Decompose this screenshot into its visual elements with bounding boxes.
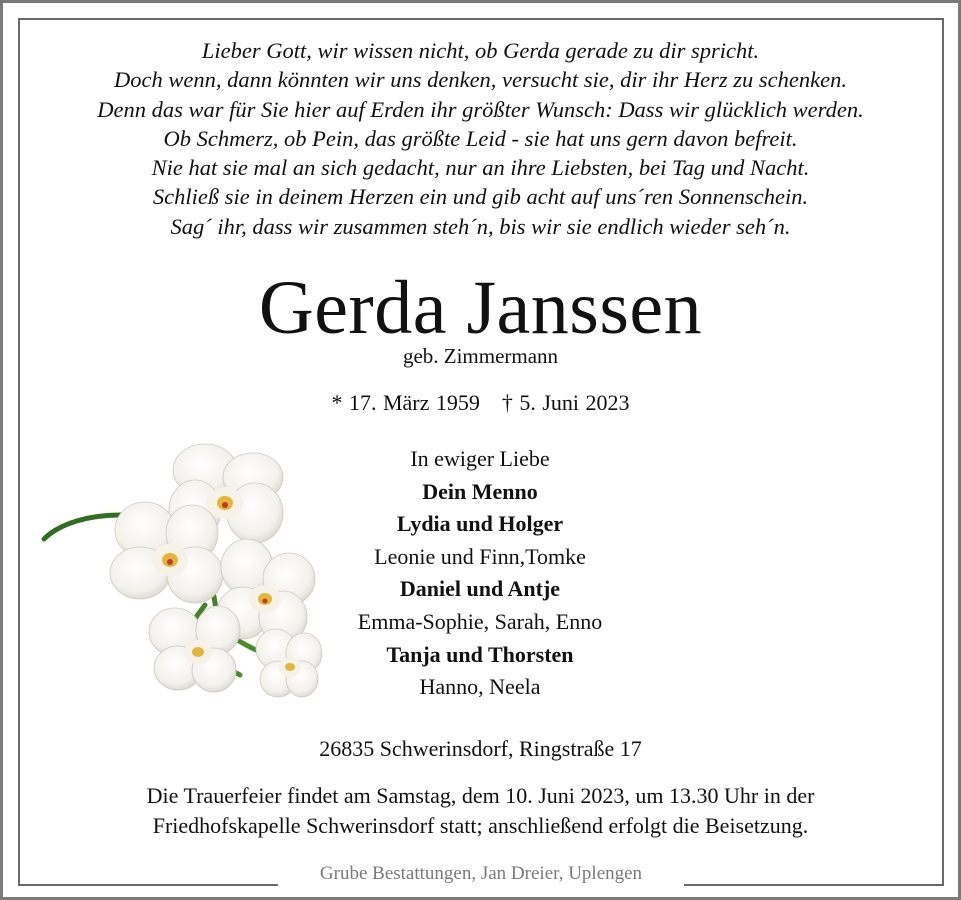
ceremony-line: Die Trauerfeier findet am Samstag, dem 10. Juni 2023, um 13.30 Uhr in der xyxy=(146,783,815,808)
poem-line: Denn das war für Sie hier auf Erden ihr größter Wunsch: Dass wir glücklich werden. xyxy=(97,96,864,122)
death-date: † 5. Juni 2023 xyxy=(501,390,630,415)
poem-line: Lieber Gott, wir wissen nicht, ob Gerda gerade zu dir spricht. xyxy=(201,38,760,63)
poem-line: Ob Schmerz, ob Pein, das größte Leid - sie hat uns gern davon befreit. xyxy=(163,125,798,151)
mourner-line: Lydia und Holger xyxy=(396,511,564,537)
address: 26835 Schwerinsdorf, Ringstraße 17 xyxy=(319,736,642,761)
poem xyxy=(20,36,941,241)
ceremony-line: Friedhofskapelle Schwerinsdorf statt; anschließend erfolgt die Beisetzung. xyxy=(152,813,809,838)
deceased-name: Gerda Janssen xyxy=(258,266,703,350)
mourner-line: Daniel und Antje xyxy=(399,576,561,602)
poem-line: Schließ sie in deinem Herzen ein und gib acht auf uns´ren Sonnenschein. xyxy=(152,184,809,210)
poem-line: Nie hat sie mal an sich gedacht, nur an ihre Liebsten, bei Tag und Nacht. xyxy=(151,155,810,181)
mourners-list xyxy=(280,443,680,704)
mourner-line: Leonie und Finn,Tomke xyxy=(374,543,586,569)
mourner-line: Hanno, Neela xyxy=(419,674,541,700)
mourner-line: In ewiger Liebe xyxy=(410,446,550,471)
poem-line: Sag´ ihr, dass wir zusammen steh´n, bis wir sie endlich wieder seh´n. xyxy=(170,213,791,239)
undertaker-credit: Grube Bestattungen, Jan Dreier, Uplengen xyxy=(278,862,684,886)
poem-line: Doch wenn, dann könnten wir uns denken, versucht sie, dir ihr Herz zu schenken. xyxy=(114,67,847,93)
mourner-line: Dein Menno xyxy=(422,478,538,504)
inner-border-bottom-left xyxy=(18,884,278,886)
birth-date: * 17. März 1959 xyxy=(331,390,480,415)
life-dates xyxy=(0,389,961,417)
inner-border-top xyxy=(18,18,944,20)
mourner-line: Tanja und Thorsten xyxy=(386,641,574,667)
birth-name: geb. Zimmermann xyxy=(402,344,559,368)
inner-border-bottom-right xyxy=(684,884,944,886)
ceremony-notice xyxy=(0,781,961,841)
mourner-line: Emma-Sophie, Sarah, Enno xyxy=(357,608,603,634)
